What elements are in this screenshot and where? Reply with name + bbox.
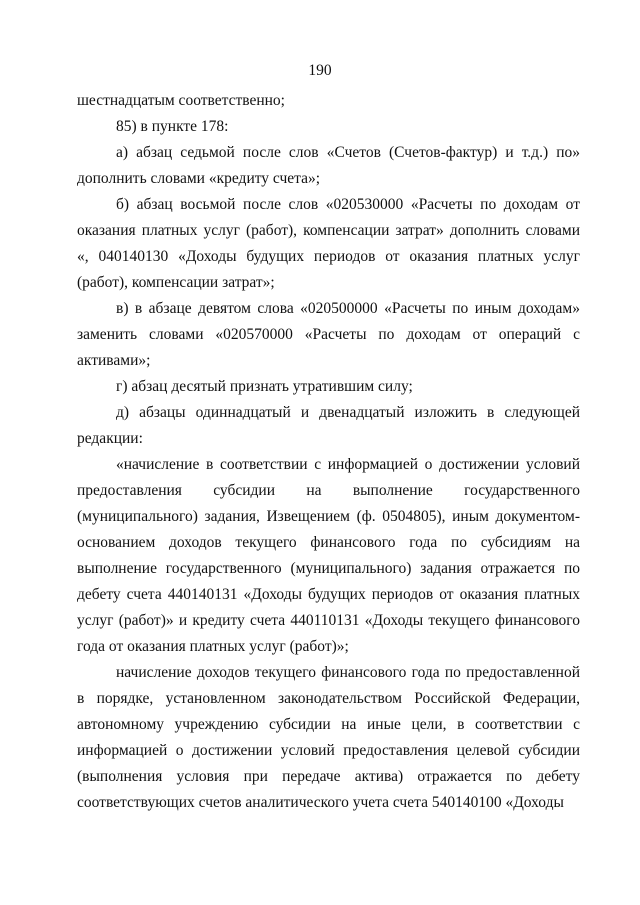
paragraph-subitem-v: в) в абзаце девятом слова «020500000 «Расчеты по иным доходам» заменить словами «020570000 «Расчеты по доходам от операций с активами»; (77, 300, 580, 369)
paragraph-quoted-accrual-1: «начисление в соответствии с информацией о достижении условий предоставления субсидии на выполнение государственного (муниципального) задания, Извещением (ф. 0504805), иным документом-основанием доходов текущего финансового года по субсидиям на выполнение государственного (муниципального) задания отражается по дебету счета 440140131 «Доходы будущих периодов от оказания платных услуг (работ)» и кредиту счета 440110131 «Доходы текущего финансового года от оказания платных услуг (работ)»; (77, 456, 580, 655)
paragraph-subitem-g: г) абзац десятый признать утратившим силу; (116, 378, 413, 395)
paragraph-item-85: 85) в пункте 178: (116, 118, 229, 135)
paragraph-continuation: шестнадцатым соответственно; (77, 92, 285, 109)
paragraph-subitem-b: б) абзац восьмой после слов «020530000 «Расчеты по доходам от оказания платных услуг (работ), компенсации затрат» дополнить словами «, 040140130 «Доходы будущих периодов от оказания платных услуг (работ), компенсации затрат»; (77, 196, 580, 291)
page-number: 190 (308, 62, 332, 79)
paragraph-subitem-a: а) абзац седьмой после слов «Счетов (Счетов-фактур) и т.д.) по» дополнить словами «кредиту счета»; (77, 144, 580, 187)
document-body (77, 88, 580, 816)
paragraph-subitem-d: д) абзацы одиннадцатый и двенадцатый изложить в следующей редакции: (77, 404, 580, 447)
paragraph-quoted-accrual-2: начисление доходов текущего финансового года по предоставленной в порядке, установленном законодательством Российской Федерации, автономному учреждению субсидии на иные цели, в соответствии с информацией о достижении условий предоставления целевой субсидии (выполнения условия при передаче актива) отражается по дебету соответствующих счетов аналитического учета счета 540140100 «Доходы (77, 664, 580, 811)
